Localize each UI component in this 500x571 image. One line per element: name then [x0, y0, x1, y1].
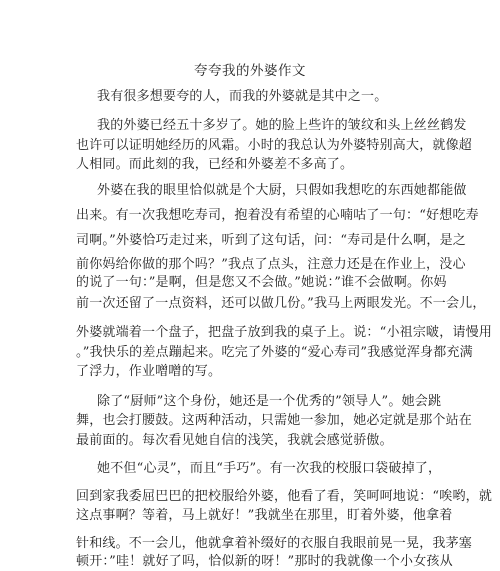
- text-line: 前一次还留了一点资料，还可以做几份。”我马上两眼发光。不一会儿，: [76, 296, 486, 311]
- text-line: 出来。有一次我想吃寿司，抱着没有希望的心喃咕了一句：“好想吃寿: [76, 208, 479, 223]
- text-line: 针和线。不一会儿，他就拿着补缀好的衣服自我眼前晃一晃，我茅塞: [76, 536, 473, 551]
- text-line: 。”我快乐的差点蹦起来。吃完了外婆的“爱心寿司”我感觉浑身都充满: [76, 345, 473, 360]
- text-line: 这点事啊？等着，马上就好！”我就坐在那里，盯着外婆，他拿着: [76, 508, 453, 523]
- text-line: 外婆在我的眼里恰似就是个大厨，只假如我想吃的东西她都能做: [97, 183, 467, 198]
- text-line: 也许可以证明她经历的风霜。小时的我总认为外婆特别高大，就像超: [76, 138, 473, 153]
- text-line: 司啊。”外婆恰巧走过来，听到了这句话，问：“寿司是什么啊，是之: [76, 233, 466, 248]
- text-line: 了浮力，作业噌噌的写。: [76, 364, 222, 379]
- essay-title: 夸夸我的外婆作文: [194, 63, 306, 79]
- text-line: 人相同。而此刻的我，已经和外婆差不多高了。: [76, 157, 354, 172]
- text-line: 我的外婆已经五十多岁了。她的脸上些许的皱纹和头上丝丝鹤发: [97, 118, 467, 133]
- text-line: 前你妈给你做的那个吗？”我点了点头，注意力还是在作业上，没心: [76, 257, 466, 272]
- text-line: 回到家我委屈巴巴的把校服给外婆，他看了看，笑呵呵地说：“唉哟，就: [76, 489, 493, 504]
- text-line: 的说了一句：”是啊，但是您又不会做。”她说：”谁不会做啊。你妈: [76, 275, 447, 290]
- text-line: 她不但“心灵”，而且“手巧”。有一次我的校服口袋破掉了，: [97, 461, 442, 476]
- text-line: 我有很多想要夸的人，而我的外婆就是其中之一。: [97, 89, 388, 104]
- text-line: 舞，也会打腰鼓。这两种活动，只需她一参加，她必定就是那个站在: [76, 413, 473, 428]
- text-line: 外婆就端着一个盘子，把盘子放到我的桌子上。说：“小祖宗啵，请慢用: [76, 325, 493, 340]
- text-line: 除了“厨师”这个身份，她还是一个优秀的”领导人”。她会跳: [97, 394, 442, 409]
- text-line: 最前面的。每次看见她自信的浅笑，我就会感觉骄傲。: [76, 433, 393, 448]
- text-line: 顿开：”哇！就好了吗，恰似新的呀！”那时的我就像一个小女孩从: [76, 554, 453, 569]
